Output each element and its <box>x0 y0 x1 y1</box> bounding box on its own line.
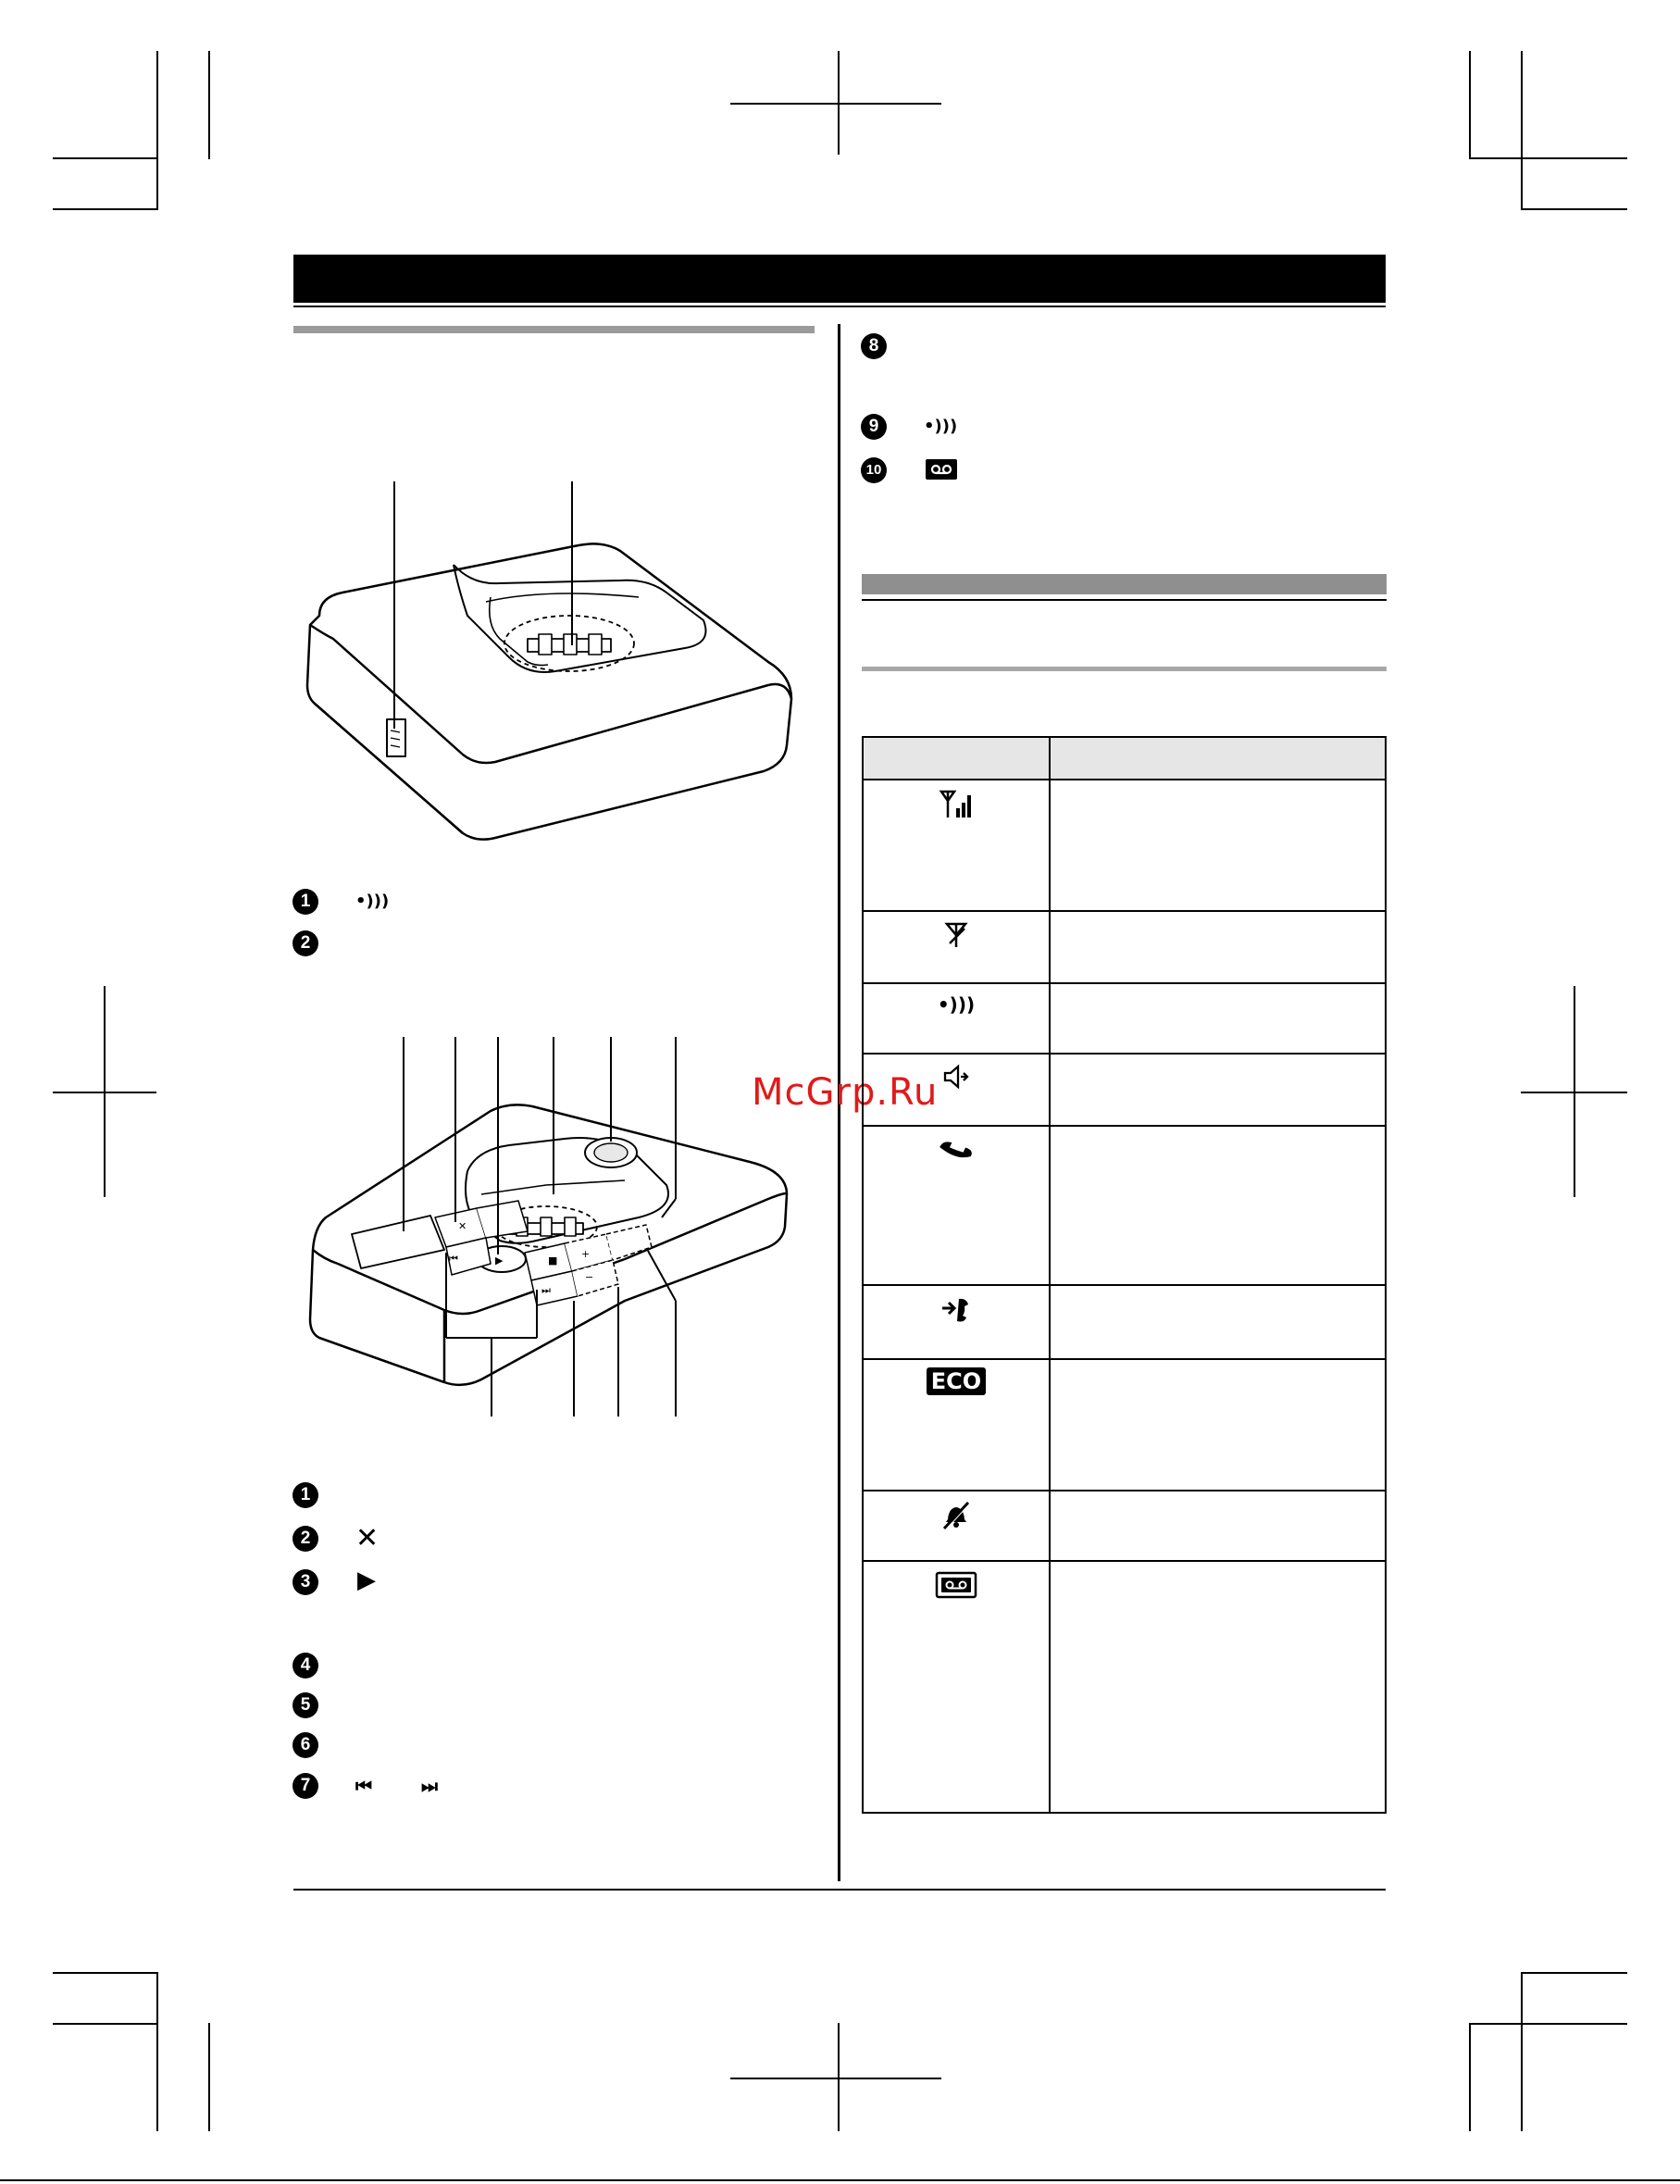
handset-icon <box>938 1136 975 1167</box>
ringer-off-icon <box>940 1501 972 1535</box>
callout-7-badge: 7 <box>292 1773 318 1799</box>
callout-1-badge: 1 <box>292 1482 318 1508</box>
callout-8-badge: 8 <box>861 333 887 359</box>
svg-text:−: − <box>585 1271 594 1283</box>
footer-rule <box>293 1889 1386 1891</box>
section-rule <box>862 599 1387 601</box>
callout-2-badge: 2 <box>292 930 318 956</box>
answering-machine-icon <box>935 1571 977 1604</box>
watermark: McGrp.Ru <box>752 1071 939 1114</box>
table-row <box>863 1054 1386 1126</box>
svg-text:▶: ▶ <box>495 1254 504 1267</box>
header-rule <box>293 306 1386 307</box>
table-row <box>863 1126 1386 1285</box>
table-row <box>863 780 1386 911</box>
table-row <box>863 1491 1386 1561</box>
svg-text:+: + <box>581 1248 591 1260</box>
section-bar-right <box>862 574 1387 594</box>
table-header-row <box>863 737 1386 780</box>
speaker-icon <box>942 1064 970 1094</box>
callout-10-badge: 10 <box>861 457 887 483</box>
callout-3-badge: 3 <box>292 1569 318 1595</box>
table-header-icon <box>863 737 1050 780</box>
callout-1-badge: 1 <box>292 889 318 915</box>
base-unit-illustration <box>305 477 805 847</box>
play-icon: ▶ <box>357 1566 376 1594</box>
table-row <box>863 983 1386 1054</box>
svg-text:⏮: ⏮ <box>449 1253 458 1265</box>
callout-5-badge: 5 <box>292 1692 318 1718</box>
section-bar-left <box>293 326 815 333</box>
skip-icon: ⏭ <box>421 1775 438 1797</box>
repeat-icon: ⏮ <box>355 1775 372 1797</box>
table-row <box>863 911 1386 983</box>
locator-icon: •))) <box>924 417 958 436</box>
locator-icon: •))) <box>355 892 390 911</box>
page-header-bar <box>293 255 1386 303</box>
table-row <box>863 1359 1386 1491</box>
svg-text:■: ■ <box>548 1254 558 1267</box>
callout-6-badge: 6 <box>292 1732 318 1758</box>
callout-4-badge: 4 <box>292 1653 318 1679</box>
subsection-rule <box>862 667 1387 671</box>
erase-icon: ✕ <box>355 1522 380 1554</box>
callout-9-badge: 9 <box>861 414 887 440</box>
answering-base-illustration <box>305 1032 805 1430</box>
svg-text:✕: ✕ <box>458 1220 467 1232</box>
no-signal-antenna-icon <box>942 921 970 954</box>
intercom-icon <box>940 1295 972 1328</box>
table-row <box>863 1561 1386 1813</box>
eco-icon: ECO <box>927 1367 986 1395</box>
table-header-meaning <box>1050 737 1386 780</box>
answering-machine-icon <box>926 459 957 480</box>
svg-text:⏭: ⏭ <box>541 1284 551 1296</box>
display-icon-table <box>862 736 1387 1814</box>
table-row <box>863 1285 1386 1359</box>
signal-bars-icon <box>938 790 975 824</box>
locator-icon: •))) <box>937 993 976 1016</box>
callout-2-badge: 2 <box>292 1526 318 1552</box>
